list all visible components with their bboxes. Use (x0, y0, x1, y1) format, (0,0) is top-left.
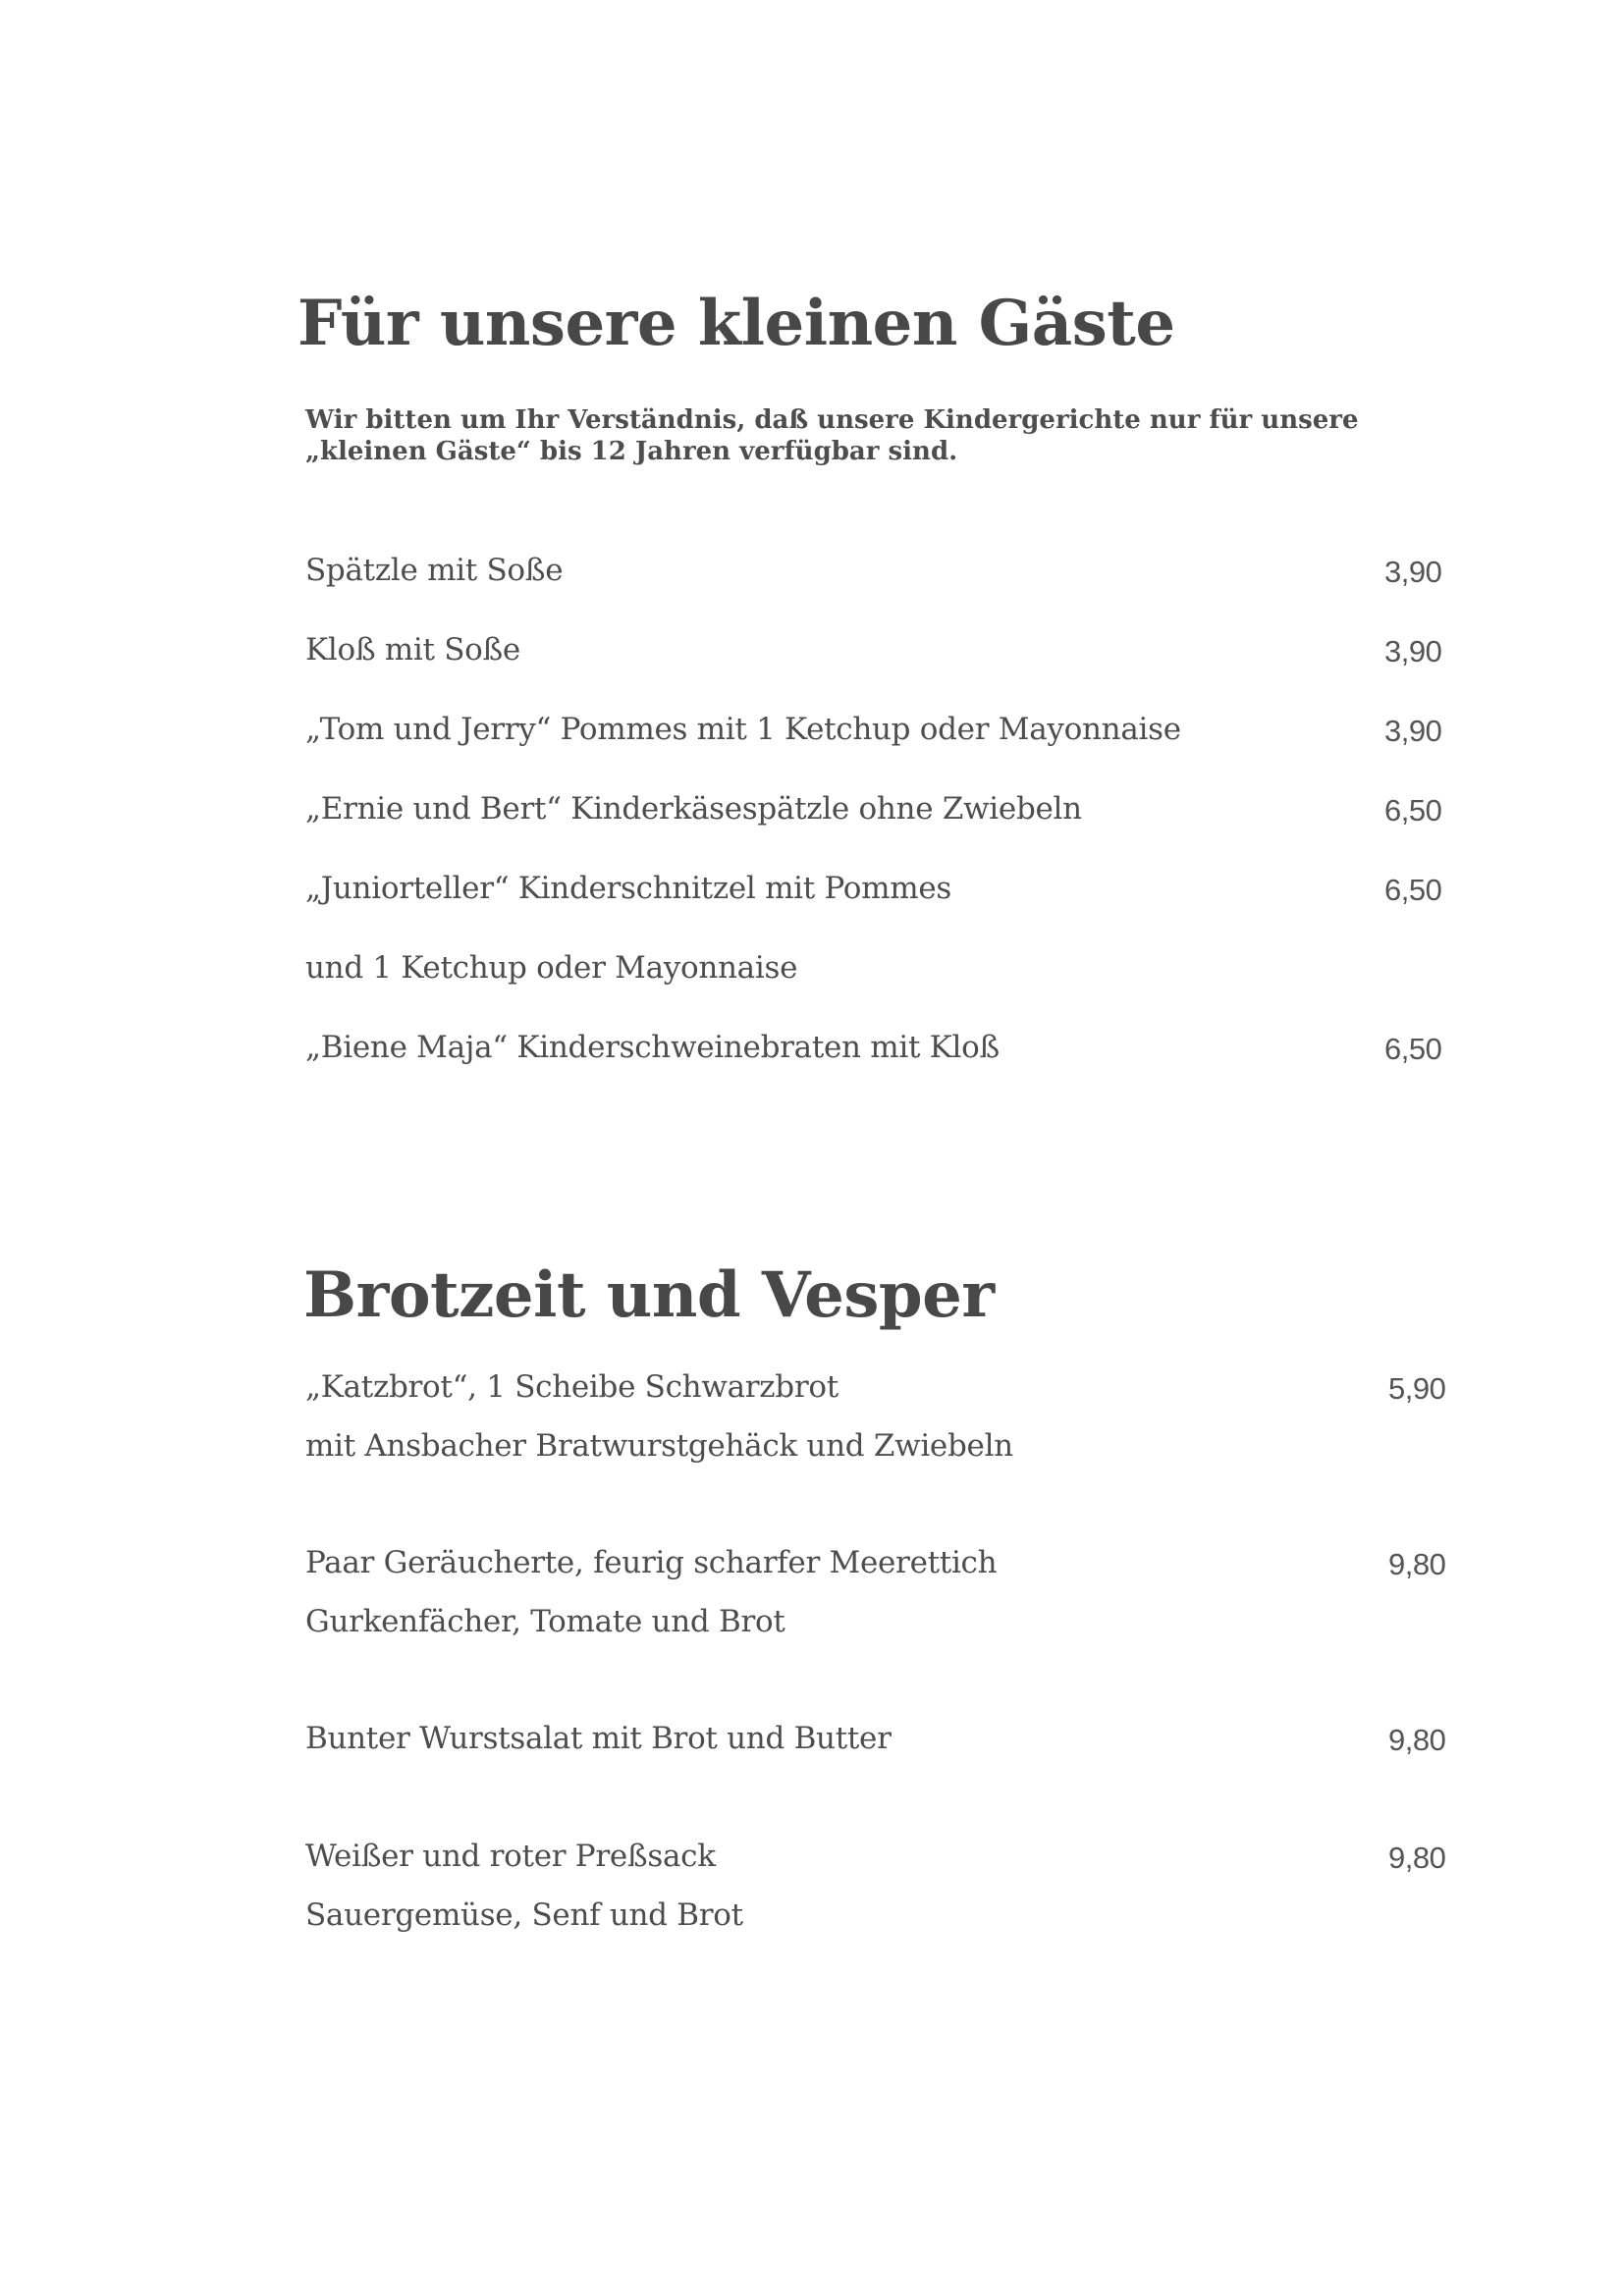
brotzeit-item-price: 5,90 (1388, 1371, 1446, 1406)
brotzeit-item-price: 9,80 (1388, 1841, 1446, 1875)
kids-item-name: „Tom und Jerry“ Pommes mit 1 Ketchup oder Mayonnaise (305, 712, 1181, 747)
brotzeit-item-desc: Gurkenfächer, Tomate und Brot (305, 1604, 785, 1639)
brotzeit-item-name: „Katzbrot“, 1 Scheibe Schwarzbrot (305, 1369, 839, 1405)
brotzeit-item-desc: Sauergemüse, Senf und Brot (305, 1897, 743, 1933)
kids-item-price: 3,90 (1384, 555, 1442, 589)
kids-item-name: Kloß mit Soße (305, 632, 520, 667)
kids-item-name: „Biene Maja“ Kinderschweinebraten mit Kloß (305, 1030, 1000, 1065)
brotzeit-item-name: Paar Geräucherte, feurig scharfer Meerettich (305, 1545, 998, 1580)
kids-item-price: 3,90 (1384, 634, 1442, 668)
kids-item-name: „Ernie und Bert“ Kinderkäsespätzle ohne Zwiebeln (305, 791, 1082, 827)
kids-item-price: 6,50 (1384, 1032, 1442, 1066)
kids-item-name: Spätzle mit Soße (305, 553, 564, 588)
kids-item-price: 6,50 (1384, 873, 1442, 907)
brotzeit-item-desc: mit Ansbacher Bratwurstgehäck und Zwiebeln (305, 1428, 1013, 1464)
kids-item-name: und 1 Ketchup oder Mayonnaise (305, 950, 798, 986)
kids-note-line1: Wir bitten um Ihr Verständnis, daß unsere Kindergerichte nur für unsere (305, 405, 1359, 435)
brotzeit-item-price: 9,80 (1388, 1547, 1446, 1581)
brotzeit-item-name: Weißer und roter Preßsack (305, 1839, 716, 1874)
brotzeit-item-price: 9,80 (1388, 1723, 1446, 1757)
kids-item-price: 3,90 (1384, 714, 1442, 748)
kids-note-line2: „kleinen Gäste“ bis 12 Jahren verfügbar sind. (305, 437, 958, 466)
brotzeit-item-name: Bunter Wurstsalat mit Brot und Butter (305, 1721, 892, 1756)
kids-item-name: „Juniorteller“ Kinderschnitzel mit Pommes (305, 871, 952, 906)
brotzeit-section-title: Brotzeit und Vesper (303, 1258, 995, 1332)
kids-item-price: 6,50 (1384, 793, 1442, 828)
kids-section-title: Für unsere kleinen Gäste (298, 287, 1175, 360)
